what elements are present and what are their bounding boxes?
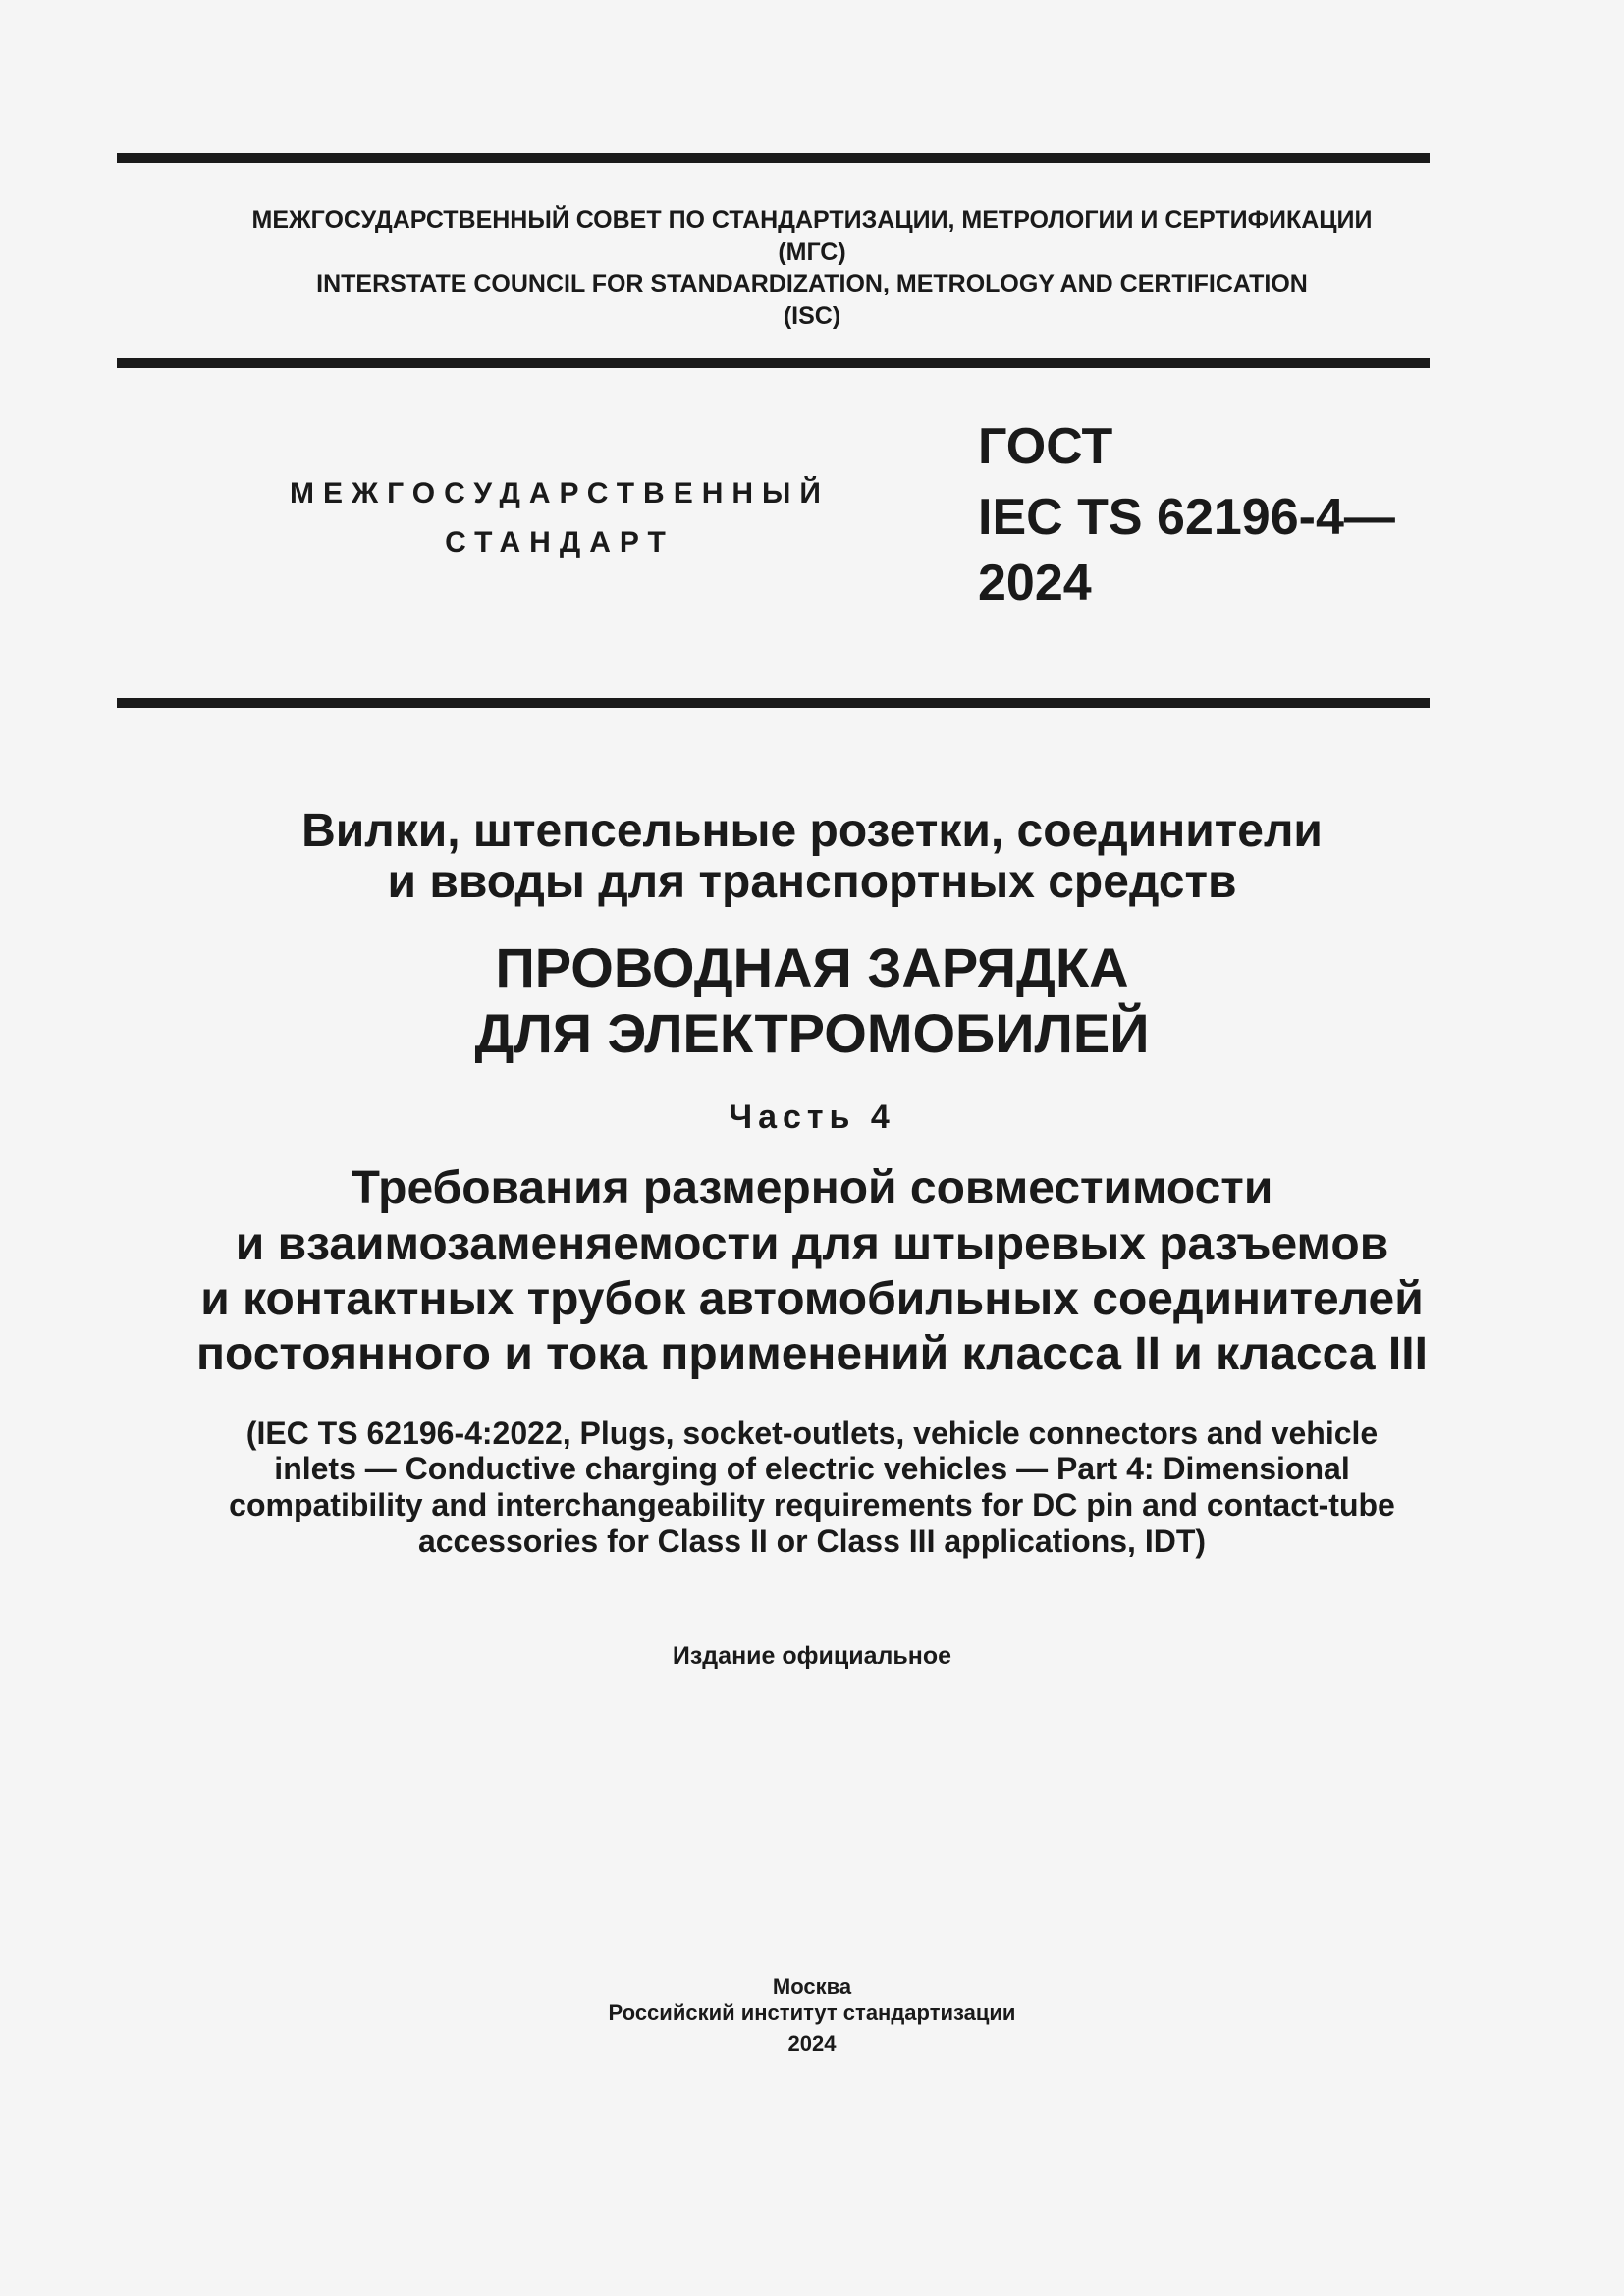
english-title-line-1: (IEC TS 62196-4:2022, Plugs, socket-outlets, vehicle connectors and vehicle [245, 1415, 1379, 1451]
english-title-line-4: accessories for Class II or Class III applications, IDT) [417, 1523, 1207, 1559]
part-title-line-4: постоянного и тока применений класса II и класса III [196, 1328, 1428, 1380]
header-rule [117, 358, 1430, 368]
main-title-line-2: ДЛЯ ЭЛЕКТРОМОБИЛЕЙ [474, 1002, 1150, 1064]
part-number: Часть 4 [729, 1098, 895, 1136]
top-rule [117, 153, 1430, 163]
english-title-line-3: compatibility and interchangeability requirements for DC pin and contact-tube [229, 1487, 1395, 1522]
general-title-line-2: и вводы для транспортных средств [387, 856, 1237, 908]
publisher-year: 2024 [787, 2031, 837, 2056]
council-abbr-ru: (МГС) [778, 239, 846, 266]
publisher-city: Москва [772, 1974, 852, 1999]
part-title-line-1: Требования размерной совместимости [351, 1162, 1273, 1214]
general-title-line-1: Вилки, штепсельные розетки, соединители [301, 805, 1323, 857]
standard-type-line-1: МЕЖГОСУДАРСТВЕННЫЙ [290, 477, 830, 509]
designation-number: IEC TS 62196-4— [978, 489, 1395, 546]
standard-type-line-2: СТАНДАРТ [445, 526, 675, 559]
main-title-line-1: ПРОВОДНАЯ ЗАРЯДКА [495, 936, 1129, 998]
council-abbr-en: (ISC) [783, 302, 841, 330]
council-name-ru: МЕЖГОСУДАРСТВЕННЫЙ СОВЕТ ПО СТАНДАРТИЗАЦИИ, МЕТРОЛОГИИ И СЕРТИФИКАЦИИ [251, 206, 1373, 234]
council-name-en: INTERSTATE COUNCIL FOR STANDARDIZATION, METROLOGY AND CERTIFICATION [316, 270, 1308, 297]
part-title-line-3: и контактных трубок автомобильных соединителей [200, 1273, 1424, 1325]
edition-label: Издание официальное [672, 1642, 952, 1670]
english-title-line-2: inlets — Conductive charging of electric vehicles — Part 4: Dimensional [274, 1451, 1350, 1486]
publisher-name: Российский институт стандартизации [608, 2001, 1016, 2025]
designation-rule [117, 698, 1430, 708]
part-title-line-2: и взаимозаменяемости для штыревых разъемов [235, 1218, 1389, 1270]
designation-year: 2024 [978, 555, 1092, 612]
designation-gost: ГОСТ [978, 418, 1113, 475]
